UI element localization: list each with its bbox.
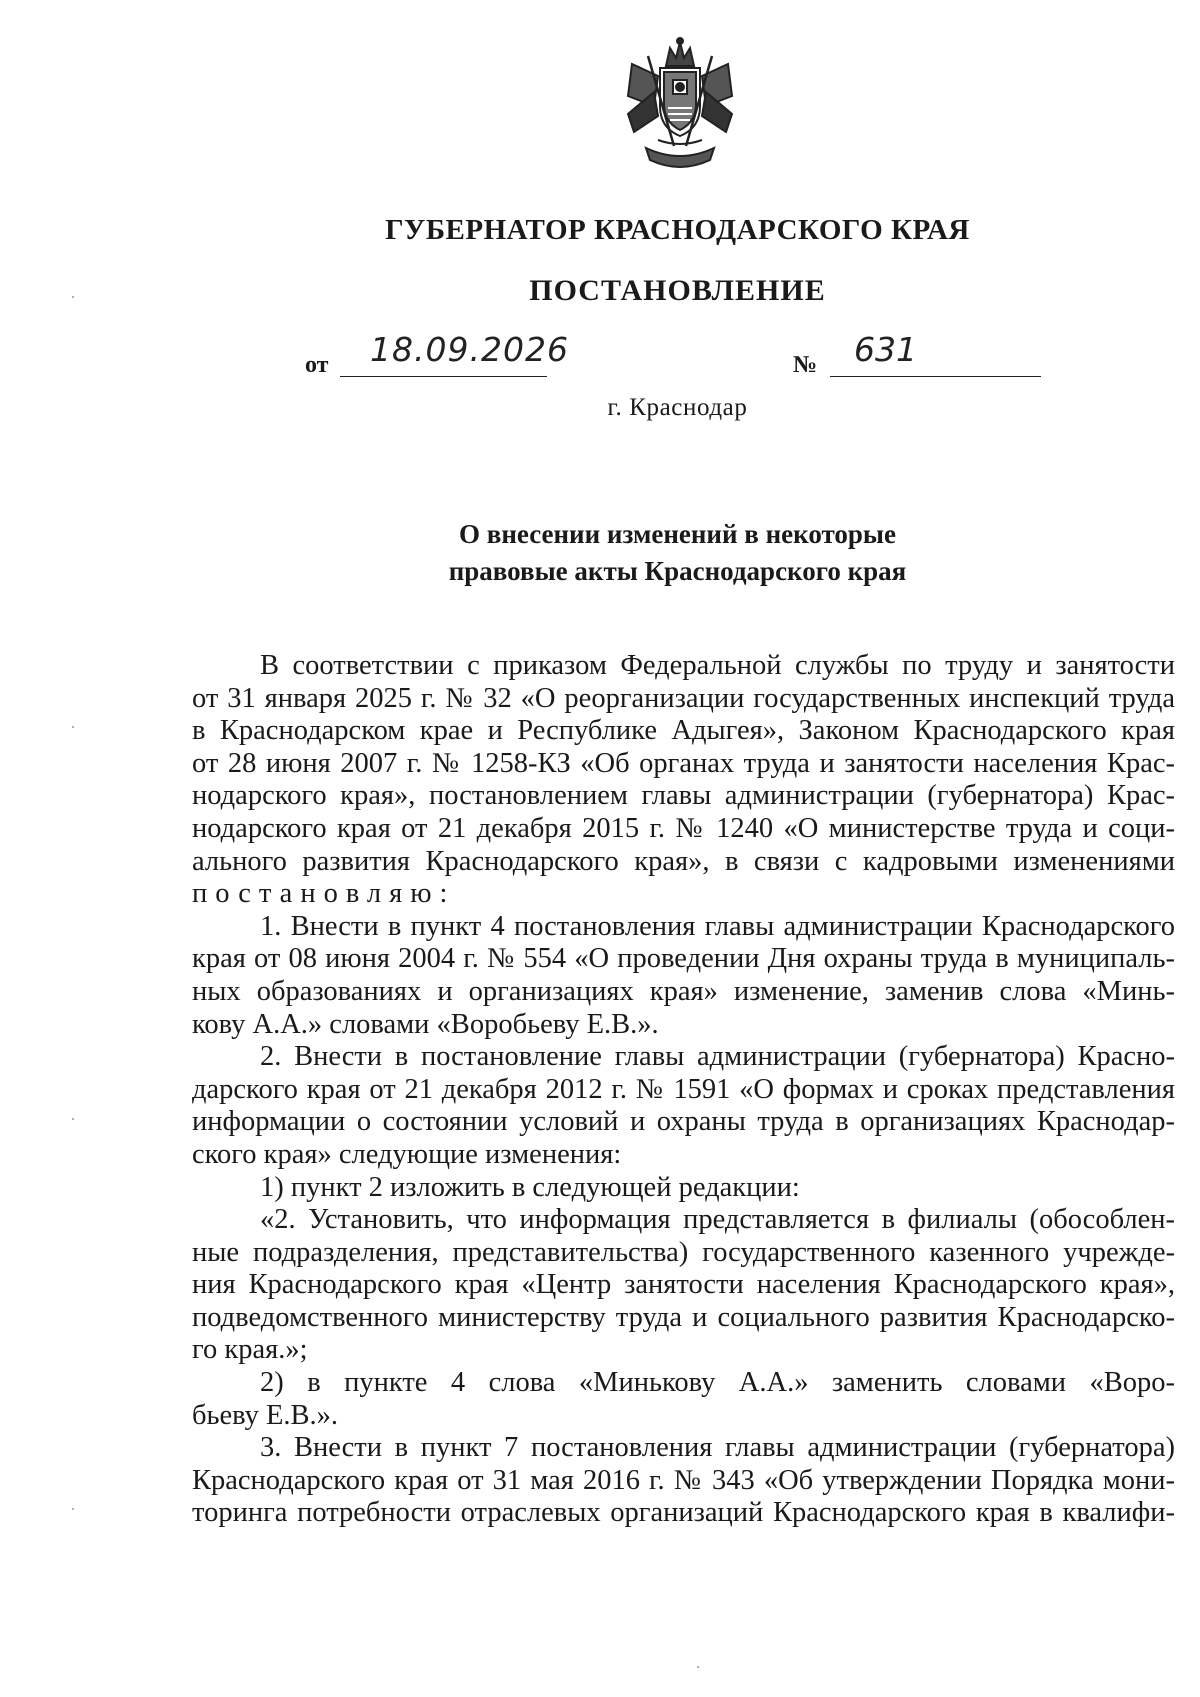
body-line: края от 08 июня 2004 г. № 554 «О проведении Дня охраны труда в муниципаль- (192, 943, 1175, 975)
subject-line: О внесении изменений в некоторые (459, 519, 896, 549)
body-line: го края.»; (192, 1334, 308, 1366)
body-line: нодарского края», постановлением главы администрации (губернатора) Крас- (192, 780, 1175, 812)
date-field (340, 330, 569, 377)
body-line: ского края» следующие изменения: (192, 1138, 622, 1170)
number-label: № (793, 352, 818, 378)
number-field (830, 330, 1041, 377)
date-label: от (305, 352, 329, 378)
body-line: В соответствии с приказом Федеральной службы по труду и занятости (260, 650, 1175, 681)
scan-speck (72, 1118, 74, 1120)
issuer-title: ГУБЕРНАТОР КРАСНОДАРСКОГО КРАЯ (385, 214, 970, 246)
body-line: 1) пункт 2 изложить в следующей редакции: (260, 1171, 800, 1203)
body-line: ные подразделения, представительства) государственного казенного учрежде- (192, 1236, 1175, 1268)
body-line: 2. Внести в постановление главы администрации (губернатора) Красно- (260, 1041, 1175, 1073)
coat-of-arms-emblem (618, 36, 742, 176)
body-line: «2. Установить, что информация представляется в филиалы (обособлен- (260, 1204, 1175, 1236)
body-line: нодарского края от 21 декабря 2015 г. № 1240 «О министерстве труда и соци- (192, 812, 1175, 844)
document-subject (0, 516, 1200, 590)
body-line: 1. Внести в пункт 4 постановления главы администрации Краснодарского (260, 910, 1175, 942)
body-line: 2) в пункте 4 слова «Минькову А.А.» заменить словами «Воро- (260, 1367, 1175, 1399)
scan-speck (697, 1666, 699, 1668)
body-line: ния Краснодарского края «Центр занятости населения Краснодарского края», (192, 1269, 1175, 1301)
body-line: от 28 июня 2007 г. № 1258-КЗ «Об органах труда и занятости населения Крас- (192, 747, 1175, 779)
body-line: ального развития Краснодарского края», в связи с кадровыми изменениями (192, 845, 1175, 877)
body-line: постановляю: (192, 878, 456, 910)
body-line: Краснодарского края от 31 мая 2016 г. № 343 «Об утверждении Порядка мони- (192, 1464, 1175, 1496)
document-type: ПОСТАНОВЛЕНИЕ (529, 274, 826, 307)
body-line: информации о состоянии условий и охраны труда в организациях Краснодар- (192, 1106, 1175, 1138)
scan-speck (72, 1508, 74, 1510)
handwritten-date: 18.09.2026 (370, 330, 569, 369)
body-line: от 31 января 2025 г. № 32 «О реорганизации государственных инспекций труда (192, 682, 1175, 714)
body-line: дарского края от 21 декабря 2012 г. № 1591 «О формах и сроках представления (192, 1073, 1175, 1105)
city: г. Краснодар (607, 394, 748, 421)
body-line: подведомственного министерству труда и социального развития Краснодарско- (192, 1301, 1175, 1333)
body-line: 3. Внести в пункт 7 постановления главы администрации (губернатора) (260, 1432, 1175, 1464)
body-line: бьеву Е.В.». (192, 1399, 339, 1431)
subject-line: правовые акты Краснодарского края (448, 556, 907, 586)
body-line: в Краснодарском крае и Республике Адыгея», Законом Краснодарского края (192, 715, 1175, 747)
scan-speck (72, 726, 74, 728)
scan-speck (72, 296, 74, 298)
handwritten-number: 631 (854, 330, 917, 369)
body-line: ных образованиях и организациях края» изменение, заменив слова «Минь- (192, 975, 1175, 1007)
document-body (192, 650, 1175, 1530)
body-line: торинга потребности отраслевых организаций Краснодарского края в квалифи- (192, 1497, 1175, 1529)
body-line: кову А.А.» словами «Воробьеву Е.В.». (192, 1008, 659, 1040)
